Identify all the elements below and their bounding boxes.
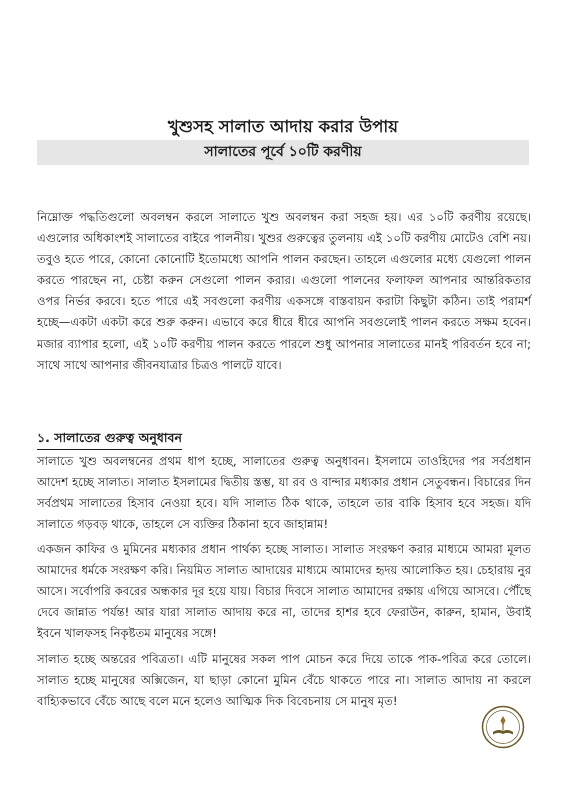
page-title: খুশুসহ সালাত আদায় করার উপায়	[167, 117, 399, 136]
subtitle-band	[37, 140, 529, 165]
section-paragraph-3: সালাত হচ্ছে অন্তরের পবিত্রতা। এটি মানুষের সকল পাপ মোচন করে দিয়ে তাকে পাক-পবিত্র করে তোলে। সালাত হচ্ছে মানুষের অক্সিজেন, যা ছাড়া কোনো মুমিন বেঁচে থাকতে পারে না। সালাত আদায় না করলে বাহ্যিকভাবে বেঁচে আছে বলে মনে হলেও আত্মিক দিক বিবেচনায় সে মানুষ মৃত!	[37, 652, 531, 709]
intro-paragraph: নিম্নোক্ত পদ্ধতিগুলো অবলম্বন করলে সালাতে খুশু অবলম্বন করা সহজ হয়। এর ১০টি করণীয় রয়েছে। এগুলোর অধিকাংশই সালাতের বাইরে পালনীয়। খুশুর গুরুত্বের তুলনায় এই ১০টি করণীয় মোটেও বেশি নয়। তবুও হতে পারে, কোনো কোনোটি ইতোমধ্যে আপনি পালন করছেন। তাহলে এগুলোর মধ্যে যেগুলো পালন করতে পারছেন না, চেষ্টা করুন সেগুলো পালন করার। এগুলো পালনের ফলাফল আপনার আন্তরিকতার ওপর নির্ভর করবে। হতে পারে এই সবগুলো করণীয় একসঙ্গে বাস্তবায়ন করাটা কিছুটা কঠিন। তাই পরামর্শ হচ্ছে—একটা একটা করে শুরু করুন। এভাবে করে ধীরে ধীরে আপনি সবগুলোই পালন করতে সক্ষম হবেন। মজার ব্যাপার হলো, এই ১০টি করণীয় পালন করতে পারলে শুধু আপনার সালাতের মানই পরিবর্তন হবে না; সাথে সাথে আপনার জীবনযাত্রার চিত্রও পালটে যাবে।	[37, 210, 531, 372]
book-logo-icon	[481, 705, 525, 749]
section-paragraph-2: একজন কাফির ও মুমিনের মধ্যকার প্রধান পার্থক্য হচ্ছে সালাত। সালাত সংরক্ষণ করার মাধ্যমে আমরা মূলত আমাদের ধর্মকে সংরক্ষণ করি। নিয়মিত সালাত আদায়ের মাধ্যমে আমাদের হৃদয় আলোকিত হয়। চেহারায় নুর আসে। সর্বোপরি কবরের অন্ধকার দূর হয়ে যায়। বিচার দিবসে সালাত আমাদের রক্ষায় এগিয়ে আসবে। পৌঁছে দেবে জান্নাত পর্যন্ত! আর যারা সালাত আদায় করে না, তাদের হাশর হবে ফেরাউন, কারুন, হামান, উবাই ইবনে খালফসহ নিকৃষ্টতম মানুষের সঙ্গে!	[37, 542, 531, 641]
section-paragraph-1: সালাতে খুশু অবলম্বনের প্রথম ধাপ হচ্ছে, সালাতের গুরুত্ব অনুধাবন। ইসলামে তাওহিদের পর সর্বপ্রধান আদেশ হচ্ছে সালাত। সালাত ইসলামের দ্বিতীয় স্তম্ভ, যা রব ও বান্দার মধ্যকার প্রধান সেতুবন্ধন। বিচারের দিন সর্বপ্রথম সালাতের হিসাব নেওয়া হবে। যদি সালাত ঠিক থাকে, তাহলে তার বাকি হিসাব হবে সহজ। যদি সালাতে গড়বড় থাকে, তাহলে সে ব্যক্তির ঠিকানা হবে জাহান্নাম!	[37, 454, 531, 532]
side-watermark	[540, 560, 548, 760]
subtitle-text: সালাতের পূর্বে ১০টি করণীয়	[204, 144, 362, 160]
section-heading: ১. সালাতের গুরুত্ব অনুধাবন	[37, 428, 182, 450]
